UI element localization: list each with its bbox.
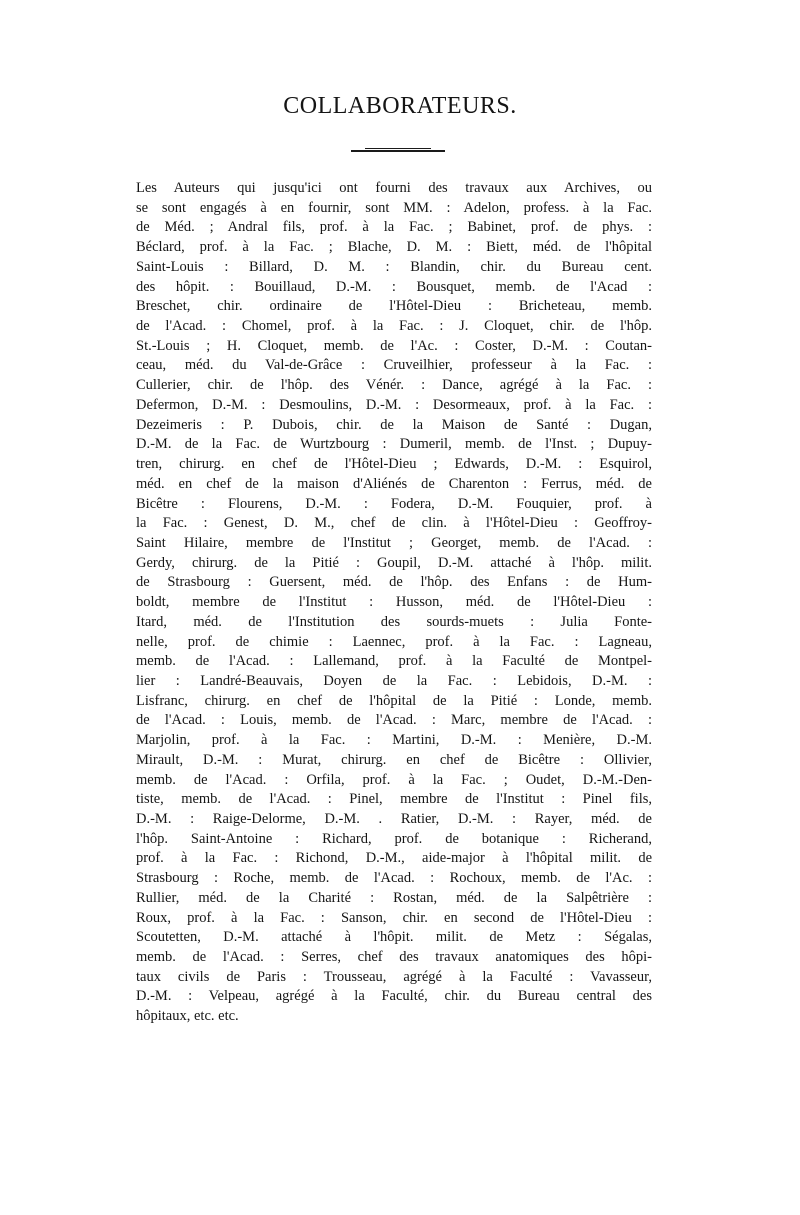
text-line: nelle, prof. de chimie : Laennec, prof. à la Fac. : Lagneau, <box>136 633 652 650</box>
text-line: Dezeimeris : P. Dubois, chir. de la Maison de Santé : Dugan, <box>136 416 652 433</box>
text-line: des hôpit. : Bouillaud, D.-M. : Bousquet, memb. de l'Acad : <box>136 278 652 295</box>
text-line: Gerdy, chirurg. de la Pitié : Goupil, D.-M. attaché à l'hôp. milit. <box>136 554 652 571</box>
text-line: lier : Landré-Beauvais, Doyen de la Fac. : Lebidois, D.-M. : <box>136 672 652 689</box>
text-line: taux civils de Paris : Trousseau, agrégé à la Faculté : Vavasseur, <box>136 968 652 985</box>
text-line: Bicêtre : Flourens, D.-M. : Fodera, D.-M. Fouquier, prof. à <box>136 495 652 512</box>
page-title: COLLABORATEURS. <box>283 93 517 119</box>
text-line: Cullerier, chir. de l'hôp. des Vénér. : Dance, agrégé à la Fac. : <box>136 377 652 394</box>
text-line: St.-Louis ; H. Cloquet, memb. de l'Ac. : Coster, D.-M. : Coutan- <box>136 337 652 354</box>
text-line: Defermon, D.-M. : Desmoulins, D.-M. : Desormeaux, prof. à la Fac. : <box>136 396 652 413</box>
text-line: méd. en chef de la maison d'Aliénés de Charenton : Ferrus, méd. de <box>136 475 652 492</box>
text-line: Mirault, D.-M. : Murat, chirurg. en chef de Bicêtre : Ollivier, <box>136 751 652 768</box>
text-line: memb. de l'Acad. : Lallemand, prof. à la Faculté de Montpel- <box>136 653 652 670</box>
text-line: Breschet, chir. ordinaire de l'Hôtel-Dieu : Bricheteau, memb. <box>136 298 652 315</box>
text-line: l'hôp. Saint-Antoine : Richard, prof. de botanique : Richerand, <box>136 830 652 847</box>
text-line: Béclard, prof. à la Fac. ; Blache, D. M. : Biett, méd. de l'hôpital <box>136 239 652 256</box>
text-line: boldt, membre de l'Institut : Husson, méd. de l'Hôtel-Dieu : <box>136 594 652 611</box>
text-line: Les Auteurs qui jusqu'ici ont fourni des travaux aux Archives, ou <box>136 180 652 196</box>
text-line: Roux, prof. à la Fac. : Sanson, chir. en second de l'Hôtel-Dieu : <box>136 909 652 926</box>
text-line: Marjolin, prof. à la Fac. : Martini, D.-M. : Menière, D.-M. <box>136 732 652 749</box>
contributors-paragraph <box>136 179 652 1027</box>
text-line: hôpitaux, etc. etc. <box>136 1008 239 1025</box>
text-line: D.-M. : Velpeau, agrégé à la Faculté, chir. du Bureau central des <box>136 988 652 1005</box>
text-line: Rullier, méd. de la Charité : Rostan, méd. de la Salpêtrière : <box>136 889 652 906</box>
text-line: D.-M. de la Fac. de Wurtzbourg : Dumeril, memb. de l'Inst. ; Dupuy- <box>136 436 652 453</box>
title-divider-rule <box>351 150 445 152</box>
text-line: Lisfranc, chirurg. en chef de l'hôpital de la Pitié : Londe, memb. <box>136 692 652 709</box>
text-line: memb. de l'Acad. : Orfila, prof. à la Fac. ; Oudet, D.-M.-Den- <box>136 771 652 788</box>
text-line: tren, chirurg. en chef de l'Hôtel-Dieu ; Edwards, D.-M. : Esquirol, <box>136 456 652 473</box>
text-line: Itard, méd. de l'Institution des sourds-muets : Julia Fonte- <box>136 613 652 630</box>
text-line: de l'Acad. : Louis, memb. de l'Acad. : Marc, membre de l'Acad. : <box>136 712 652 729</box>
text-line: ceau, méd. du Val-de-Grâce : Cruveilhier, professeur à la Fac. : <box>136 357 652 374</box>
text-line: prof. à la Fac. : Richond, D.-M., aide-major à l'hôpital milit. de <box>136 850 652 867</box>
text-line: Scoutetten, D.-M. attaché à l'hôpit. milit. de Metz : Ségalas, <box>136 929 652 946</box>
text-line: memb. de l'Acad. : Serres, chef des travaux anatomiques des hôpi- <box>136 949 652 966</box>
text-line: la Fac. : Genest, D. M., chef de clin. à l'Hôtel-Dieu : Geoffroy- <box>136 515 652 532</box>
text-line: tiste, memb. de l'Acad. : Pinel, membre de l'Institut : Pinel fils, <box>136 791 652 808</box>
text-line: Strasbourg : Roche, memb. de l'Acad. : Rochoux, memb. de l'Ac. : <box>136 870 652 887</box>
text-line: de Strasbourg : Guersent, méd. de l'hôp. des Enfans : de Hum- <box>136 574 652 591</box>
text-line: Saint-Louis : Billard, D. M. : Blandin, chir. du Bureau cent. <box>136 258 652 275</box>
text-line: D.-M. : Raige-Delorme, D.-M. . Ratier, D.-M. : Rayer, méd. de <box>136 811 652 827</box>
text-line: Saint Hilaire, membre de l'Institut ; Georget, memb. de l'Acad. : <box>136 534 652 551</box>
text-line: de l'Acad. : Chomel, prof. à la Fac. : J. Cloquet, chir. de l'hôp. <box>136 318 652 335</box>
text-line: de Méd. ; Andral fils, prof. à la Fac. ; Babinet, prof. de phys. : <box>136 219 652 236</box>
text-line: se sont engagés à en fournir, sont MM. : Adelon, profess. à la Fac. <box>136 199 652 216</box>
